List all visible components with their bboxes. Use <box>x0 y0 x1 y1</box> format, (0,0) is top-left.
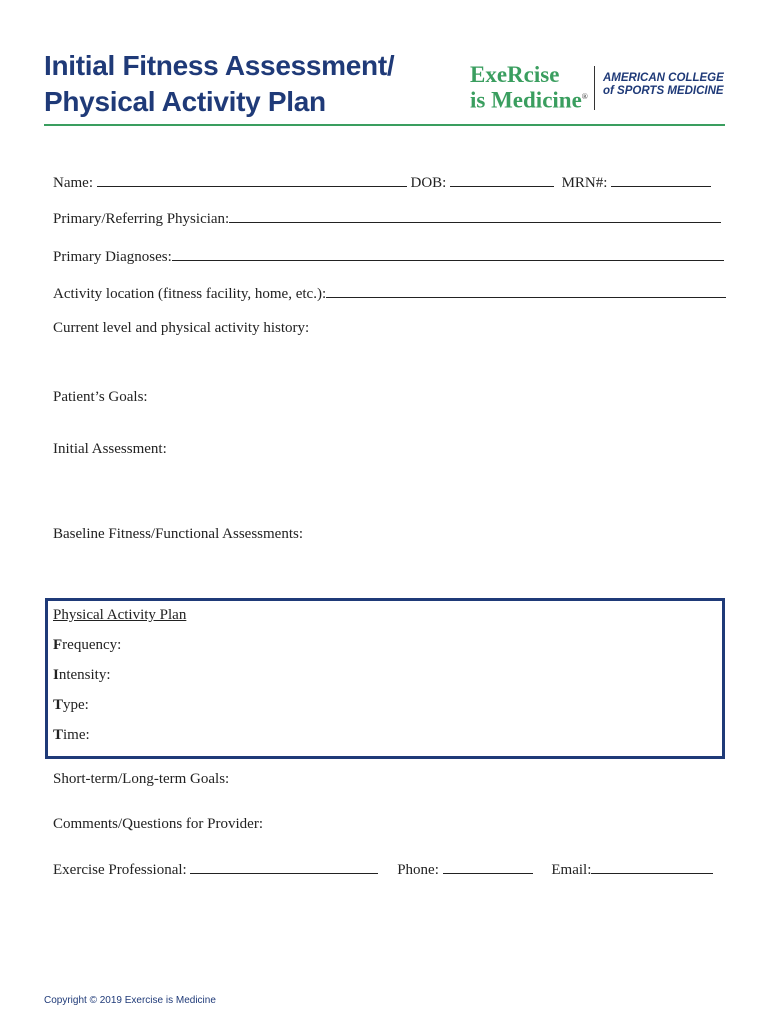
short-long-goals-label: Short-term/Long-term Goals: <box>53 771 230 787</box>
title-line-2: Physical Activity Plan <box>44 86 326 117</box>
intensity-label: ntensity: <box>58 667 111 683</box>
diagnoses-label: Primary Diagnoses: <box>53 249 172 265</box>
professional-label: Exercise Professional: <box>53 862 187 878</box>
name-row <box>53 172 711 192</box>
name-field[interactable] <box>97 172 407 187</box>
physician-label: Primary/Referring Physician: <box>53 211 230 227</box>
time-initial: T <box>53 727 64 743</box>
email-label: Email: <box>551 862 592 878</box>
intensity-initial: I <box>53 667 59 683</box>
phone-field[interactable] <box>443 859 533 874</box>
mrn-label: MRN#: <box>561 175 608 191</box>
location-field[interactable] <box>326 283 726 298</box>
mrn-field[interactable] <box>611 172 711 187</box>
professional-field[interactable] <box>190 859 378 874</box>
type-label: ype: <box>63 697 89 713</box>
baseline-label: Baseline Fitness/Functional Assessments: <box>53 526 303 542</box>
professional-row <box>53 859 713 879</box>
exercise-is-medicine-logo <box>470 64 588 112</box>
initial-assessment-label: Initial Assessment: <box>53 441 167 457</box>
frequency-label: requency: <box>62 637 122 653</box>
diagnoses-row <box>53 246 724 266</box>
plan-intensity <box>53 667 111 684</box>
frequency-initial: F <box>53 637 63 653</box>
history-label: Current level and physical activity history: <box>53 320 310 336</box>
comments-label: Comments/Questions for Provider: <box>53 816 263 832</box>
dob-field[interactable] <box>450 172 554 187</box>
eim-logo-line-1: ExeRcise <box>470 62 560 87</box>
plan-frequency <box>53 637 121 654</box>
title-line-1: Initial Fitness Assessment/ <box>44 50 395 81</box>
physician-field[interactable] <box>229 208 721 223</box>
eim-logo-line-2-text: is Medicine <box>470 87 582 113</box>
type-initial: T <box>53 697 64 713</box>
dob-label: DOB: <box>410 175 447 191</box>
name-label: Name: <box>53 175 93 191</box>
email-field[interactable] <box>591 859 713 874</box>
page-title <box>44 48 394 120</box>
time-label: ime: <box>63 727 90 743</box>
plan-type <box>53 697 89 714</box>
diagnoses-field[interactable] <box>172 246 724 261</box>
acsm-line-1: AMERICAN COLLEGE <box>603 72 724 84</box>
logo-divider <box>594 66 595 110</box>
acsm-logo <box>603 72 724 98</box>
plan-heading: Physical Activity Plan <box>53 607 187 623</box>
header-rule <box>44 124 725 126</box>
location-row <box>53 283 726 303</box>
eim-logo-line-2: is Medicine® <box>470 87 588 113</box>
location-label: Activity location (fitness facility, home, etc.): <box>53 286 327 302</box>
phone-label: Phone: <box>397 862 439 878</box>
goals-label: Patient’s Goals: <box>53 389 148 405</box>
copyright: Copyright © 2019 Exercise is Medicine <box>44 995 216 1006</box>
physician-row <box>53 208 721 228</box>
plan-time <box>53 727 90 744</box>
acsm-line-2: of SPORTS MEDICINE <box>603 85 724 97</box>
